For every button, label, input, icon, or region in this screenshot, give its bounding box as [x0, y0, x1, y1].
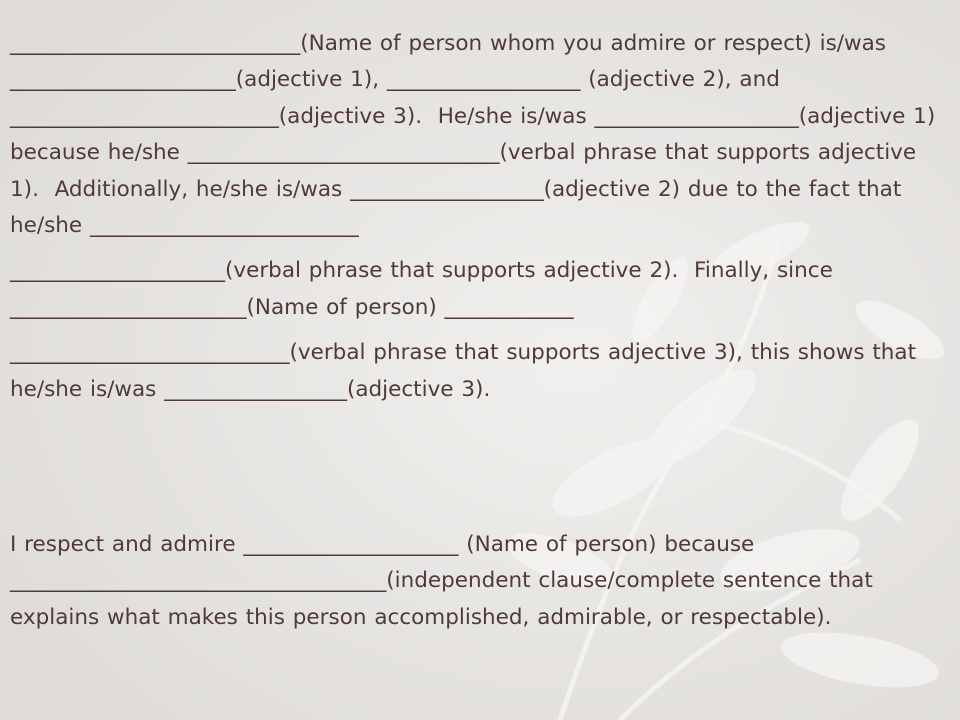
- template-paragraph-adjective-2-support: ____________________(verbal phrase that supports adjective 2). Finally, since ______________________(Name of person) ____________: [10, 258, 841, 320]
- fill-in-paragraph-template: [10, 26, 944, 630]
- template-paragraph-thesis-sentence: I respect and admire ____________________ (Name of person) because ___________________________________(independent clause/complete sentence that explains what makes this person accomplished, admirable, or respectable).: [10, 532, 881, 630]
- template-paragraph-adjective-3-support: __________________________(verbal phrase that supports adjective 3), this shows that he/she is/was _________________(adjective 3).: [10, 340, 924, 402]
- template-paragraph-intro: ___________________________(Name of person whom you admire or respect) is/was _____________________(adjective 1), __________________ (adjective 2), and _________________________(adjective 3). He/she is/was ___________________(adjective 1) because he/she _____________________________(verbal phrase that supports adjective 1). Additionally, he/she is/was __________________(adjective 2) due to the fact that he/she _________________________: [10, 31, 944, 239]
